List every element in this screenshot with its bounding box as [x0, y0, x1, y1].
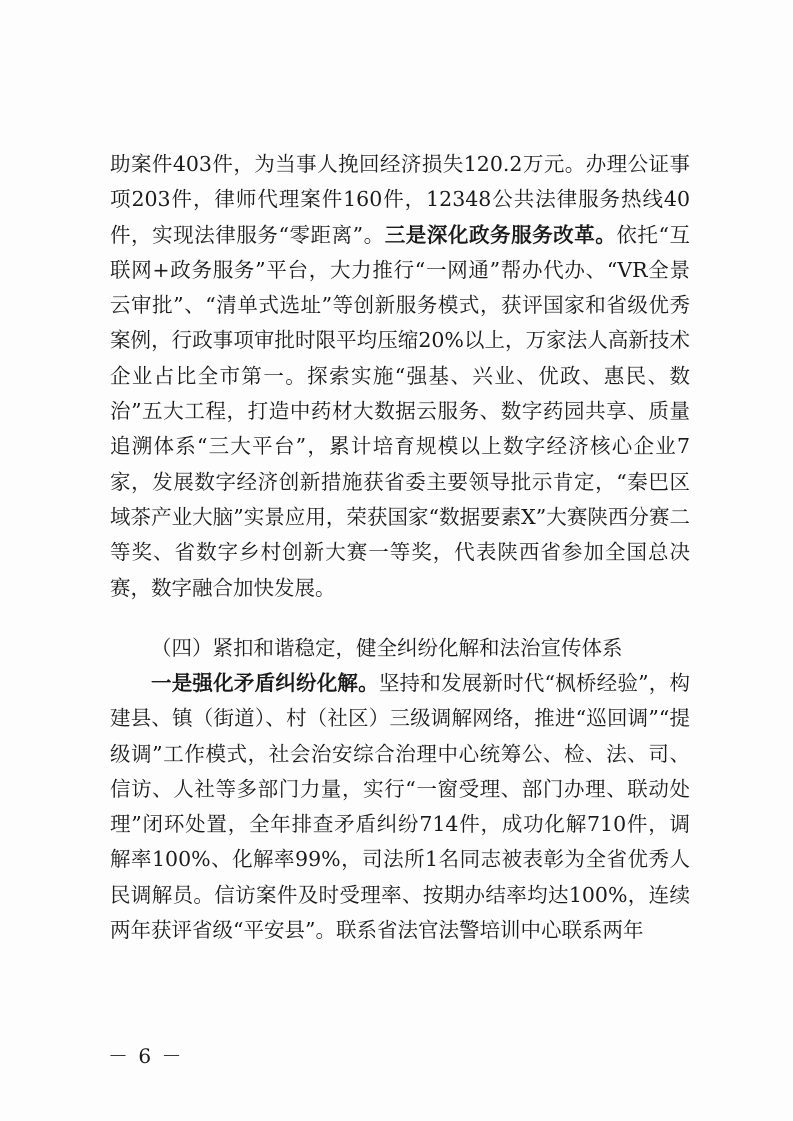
section-heading: （四）紧扣和谐稳定，健全纠纷化解和法治宣传体系: [151, 636, 623, 660]
bold-lead-dispute-resolution: 一是强化矛盾纠纷化解。: [151, 671, 379, 695]
paragraph-legal-services-text: 助案件403件，为当事人挽回经济损失120.2万元。办理公证事项203件，律师代理案件160件，12348公共法律服务热线40件，实现法律服务“零距离”。: [110, 152, 690, 247]
paragraph-government-reform-text: 依托“互联网+政务服务”平台，大力推行“一网通”帮办代办、“VR全景云审批”、“清单式选址”等创新服务模式，获评国家和省级优秀案例，行政事项审批时限平均压缩20%以上，万家法人高新技术企业占比全市第一。探索实施“强基、兴业、优政、惠民、数治”五大工程，打造中药材大数据云服务、数字药园共享、质量追溯体系“三大平台”，累计培育规模以上数字经济核心企业7家，发展数字经济创新措施获省委主要领导批示肯定，“秦巴区域茶产业大脑”实景应用，荣获国家“数据要素X”大赛陕西分赛二等奖、省数字乡村创新大赛一等奖，代表陕西省参加全国总决赛，数字融合加快发展。: [110, 222, 690, 600]
paragraph-dispute-resolution: [110, 666, 690, 948]
paragraph-dispute-resolution-text: 坚持和发展新时代“枫桥经验”，构建县、镇（街道）、村（社区）三级调解网络，推进“巡回调”“提级调”工作模式，社会治安综合治理中心统筹公、检、法、司、信访、人社等多部门力量，实行“一窗受理、部门办理、联动处理”闭环处置，全年排查矛盾纠纷714件，成功化解710件，调解率100%、化解率99%，司法所1名同志被表彰为全省优秀人民调解员。信访案件及时受理率、按期办结率均达100%，连续两年获评省级“平安县”。联系省法官法警培训中心联系两年: [110, 671, 690, 943]
paragraph-legal-services: [110, 147, 690, 606]
bold-lead-government-reform: 三是深化政务服务改革。: [384, 222, 617, 247]
page-number: － 6 －: [108, 1044, 184, 1068]
